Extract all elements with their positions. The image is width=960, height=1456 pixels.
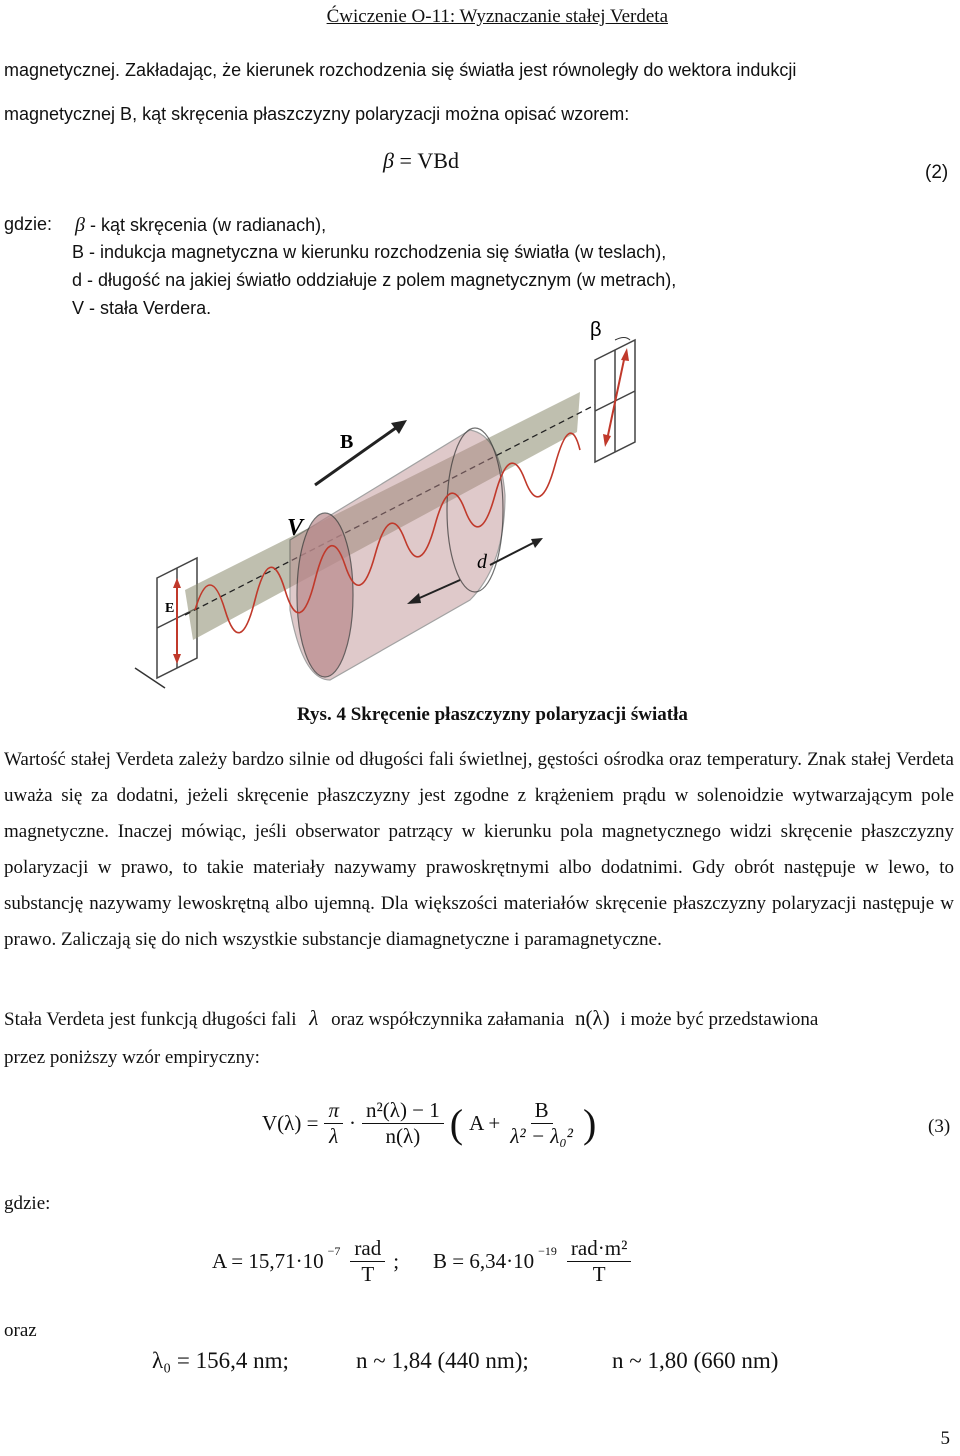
a-unit xyxy=(350,1236,385,1287)
a-value: A = 15,71·10 xyxy=(212,1249,324,1273)
figure-label-b: B xyxy=(340,431,354,453)
a-exponent: −7 xyxy=(327,1244,341,1258)
page-number: 5 xyxy=(940,1428,950,1449)
equation-2-number: (2) xyxy=(925,162,949,183)
eq3-n-denominator: n(λ) xyxy=(385,1124,421,1148)
n-660-value: n ~ 1,80 (660 nm) xyxy=(612,1348,779,1373)
page-header-title: Ćwiczenie O-11: Wyznaczanie stałej Verdeta xyxy=(326,6,668,27)
legend-prefix: gdzie: xyxy=(4,214,53,234)
input-polarizer xyxy=(135,558,197,688)
lambda-symbol: λ xyxy=(309,1006,319,1030)
paragraph2-line2: przez poniższy wzór empiryczny: xyxy=(4,1047,260,1068)
lambda0-value: λ₀ = 156,4 nm; xyxy=(152,1348,289,1373)
legend-symbol: β xyxy=(75,214,85,236)
equation-2 xyxy=(383,148,459,174)
eq3-n-fraction xyxy=(362,1098,444,1149)
oraz-label: oraz xyxy=(4,1320,37,1341)
b-value: B = 6,34·10 xyxy=(433,1249,535,1273)
legend-item-d xyxy=(72,270,676,291)
paragraph2-part2: oraz współczynnika załamania xyxy=(331,1009,565,1030)
a-unit-denominator: T xyxy=(361,1262,375,1286)
constants-line xyxy=(212,1236,631,1287)
legend-text: - długość na jakiej światło oddziałuje z polem magnetycznym (w metrach), xyxy=(87,270,677,290)
eq3-b-fraction xyxy=(506,1098,577,1149)
paragraph-verdet-description: Wartość stałej Verdeta zależy bardzo silnie od długości fali świetlnej, gęstości ośrodka oraz temperatury. Znak stałej Verdeta uważa się za dodatni, jeżeli skręcenie płaszczyzny jest zgodne z krążeniem prądu w solenoidzie wytwarzającym pole magnetyczne. Inaczej mówiąc, jeśli obserwator patrzący w kierunku pola magnetycznego widzi skręcenie płaszczyzny polaryzacji w prawo, to takie materiały nazywamy prawoskrętnymi albo dodatnimi. Gdy obrót następuje w lewo, to substancję nazywamy lewoskrętną albo ujemną. Dla większości materiałów skręcenie płaszczyzny polaryzacji następuje w prawo. Zaliczają się do nich wszystkie substancje diamagnetyczne i paramagnetyczne. xyxy=(4,749,954,950)
equation-3: V(λ) = $\frac{\pi}{\lambda}$ · $\frac{\text{n²(λ) − 1}}{n(\lambda)}$ ( A + $\frac{B}{\text{λ² − λ₀²}}$ ) xyxy=(262,1098,597,1148)
equation-3-number: (3) xyxy=(928,1116,951,1137)
n-440-value: n ~ 1,84 (440 nm); xyxy=(356,1348,529,1373)
legend-text: - stała Verdera. xyxy=(89,298,212,318)
a-unit-numerator: rad xyxy=(350,1236,385,1262)
b-unit-numerator: rad·m² xyxy=(567,1236,631,1262)
b-field-arrow xyxy=(315,425,400,485)
legend-text: - kąt skręcenia (w radianach), xyxy=(89,215,327,235)
n-lambda-symbol: n(λ) xyxy=(575,1006,610,1030)
legend-symbol: d xyxy=(72,270,83,290)
gdzie-label: gdzie: xyxy=(4,1193,51,1214)
paragraph2-part1: Stała Verdeta jest funkcją długości fali xyxy=(4,1009,297,1030)
legend-text: - indukcja magnetyczna w kierunku rozchodzenia się światła (w teslach), xyxy=(89,242,667,262)
legend-symbol: V xyxy=(72,298,85,318)
eq3-b: B xyxy=(531,1098,553,1124)
figure-label-d: d xyxy=(477,551,487,573)
figure-label-v: V xyxy=(287,515,304,541)
sample-cylinder xyxy=(290,428,505,680)
b-exponent: −19 xyxy=(538,1244,557,1258)
faraday-rotation-figure xyxy=(125,310,665,690)
intro-line-1: magnetycznej. Zakładając, że kierunek rozchodzenia się światła jest równoległy do wektora indukcji xyxy=(4,60,797,80)
constants-separator: ; xyxy=(393,1249,400,1273)
eq2-rhs: = VBd xyxy=(399,148,459,173)
paragraph-verdet-function xyxy=(4,1000,954,1038)
eq3-pi-over-lambda xyxy=(324,1098,343,1149)
eq3-a-plus: A + xyxy=(469,1111,501,1135)
legend-symbol: B xyxy=(72,242,85,262)
eq3-n-numerator: n²(λ) − 1 xyxy=(362,1098,444,1124)
eq2-beta: β xyxy=(383,148,394,173)
eq3-lhs: V(λ) = xyxy=(262,1111,319,1135)
b-unit-denominator: T xyxy=(592,1262,606,1286)
legend-item-b xyxy=(72,242,666,263)
eq3-b-denominator: λ² − λ₀² xyxy=(510,1124,573,1148)
intro-line-2: magnetycznej B, kąt skręcenia płaszczyzny polaryzacji można opisać wzorem: xyxy=(4,104,630,124)
output-polarizer xyxy=(595,338,635,463)
b-unit xyxy=(567,1236,631,1287)
paragraph2-part3: i może być przedstawiona xyxy=(620,1009,819,1030)
figure-caption: Rys. 4 Skręcenie płaszczyzny polaryzacji światła xyxy=(297,704,688,725)
figure-label-e: E xyxy=(165,601,175,616)
legend-item-beta xyxy=(75,214,326,237)
figure-label-beta: β xyxy=(590,319,602,341)
eq3-pi: π xyxy=(324,1098,343,1124)
eq3-lambda: λ xyxy=(329,1124,339,1148)
